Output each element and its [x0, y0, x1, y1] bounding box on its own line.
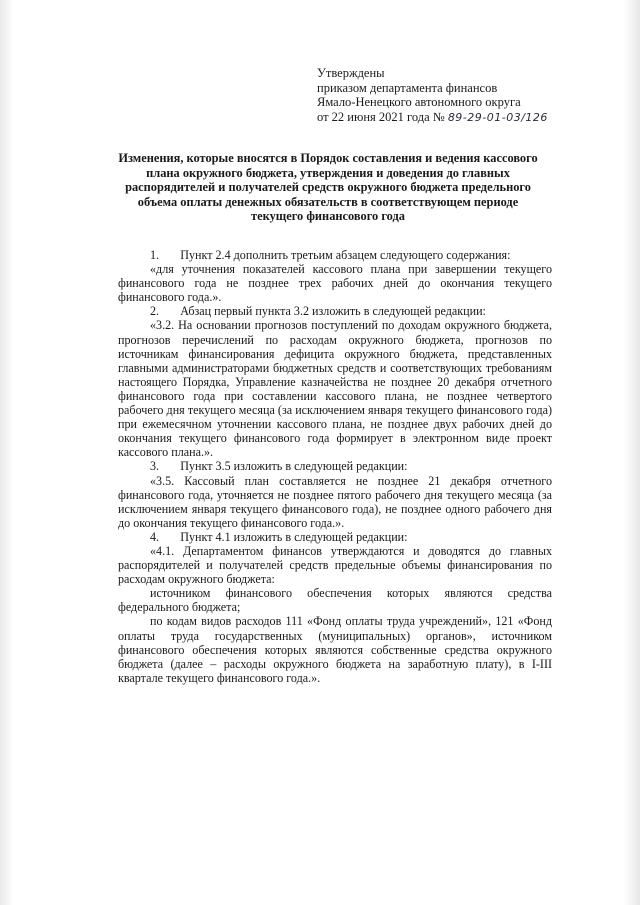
item-2-text: «3.2. На основании прогнозов поступлений по доходам окружного бюджета, прогнозов перечислений по расходам окружного бюджета, прогнозов по источникам финансирования дефицита окружного бюджета, представленных главными администраторами бюджетных средств и соответствующих требованиям настоящего Порядка, Управление казначейства не позднее 20 декабря отчетного финансового года при составлении кассового плана, не позднее четвертого рабочего дня текущего месяца (за исключением января текущего финансового года) при ежемесячном уточнении кассового плана, не позднее двух рабочих дней до окончания текущего финансового года формирует в электронном виде проект кассового плана.». — [118, 318, 552, 460]
approval-line-3: Ямало-Ненецкого автономного округа — [317, 95, 521, 109]
item-2-heading: 2. Абзац первый пункта 3.2 изложить в следующей редакции: — [150, 304, 486, 319]
item-3-text: «3.5. Кассовый план составляется не позднее 21 декабря отчетного финансового года, уточняется не позднее пятого рабочего дня текущего месяца (за исключением января текущего финансового года), не позднее одного рабочего дня до окончания текущего финансового года.». — [118, 473, 552, 530]
approval-line-1: Утверждены — [317, 66, 385, 80]
scan-edge-right — [624, 0, 640, 905]
item-1-text: «для уточнения показателей кассового плана при завершении текущего финансового года не позднее трех рабочих дней до окончания текущего финансового года.». — [118, 262, 552, 305]
item-4-sub-2: по кодам видов расходов 111 «Фонд оплаты труда учреждений», 121 «Фонд оплаты труда государственных (муниципальных) органов», источником финансового обеспечения которых являются собственные средства окружного бюджета (далее – расходы окружного бюджета на заработную плату), в I-III квартале текущего финансового года.». — [118, 614, 552, 685]
handwritten-order-number: 89-29-01-03/126 — [447, 110, 548, 124]
approval-date: от 22 июня 2021 года № — [317, 109, 445, 124]
item-3-heading: 3. Пункт 3.5 изложить в следующей редакции: — [150, 459, 408, 474]
item-4-text: «4.1. Департаментом финансов утверждаются и доводятся до главных распорядителей и получателей средств предельные объемы финансирования по расходам окружного бюджета: — [118, 543, 552, 587]
scan-edge-left — [0, 0, 14, 905]
approval-line-2: приказом департамента финансов — [317, 80, 498, 95]
item-4-sub-1: источником финансового обеспечения которых являются средства федерального бюджета; — [118, 586, 552, 615]
document-title: Изменения, которые вносятся в Порядок составления и ведения кассового плана окружного бюджета, утверждения и доведения до главных распорядителей и получателей средств окружного бюджета предельного объема оплаты денежных обязательств в соответствующем периоде текущего финансового года — [118, 151, 538, 224]
item-1-heading: 1. Пункт 2.4 дополнить третьим абзацем следующего содержания: — [150, 248, 511, 262]
approval-block — [317, 66, 597, 125]
approval-line-4 — [317, 110, 597, 126]
document-body — [118, 248, 552, 685]
item-4-heading: 4. Пункт 4.1 изложить в следующей редакции: — [150, 529, 408, 544]
